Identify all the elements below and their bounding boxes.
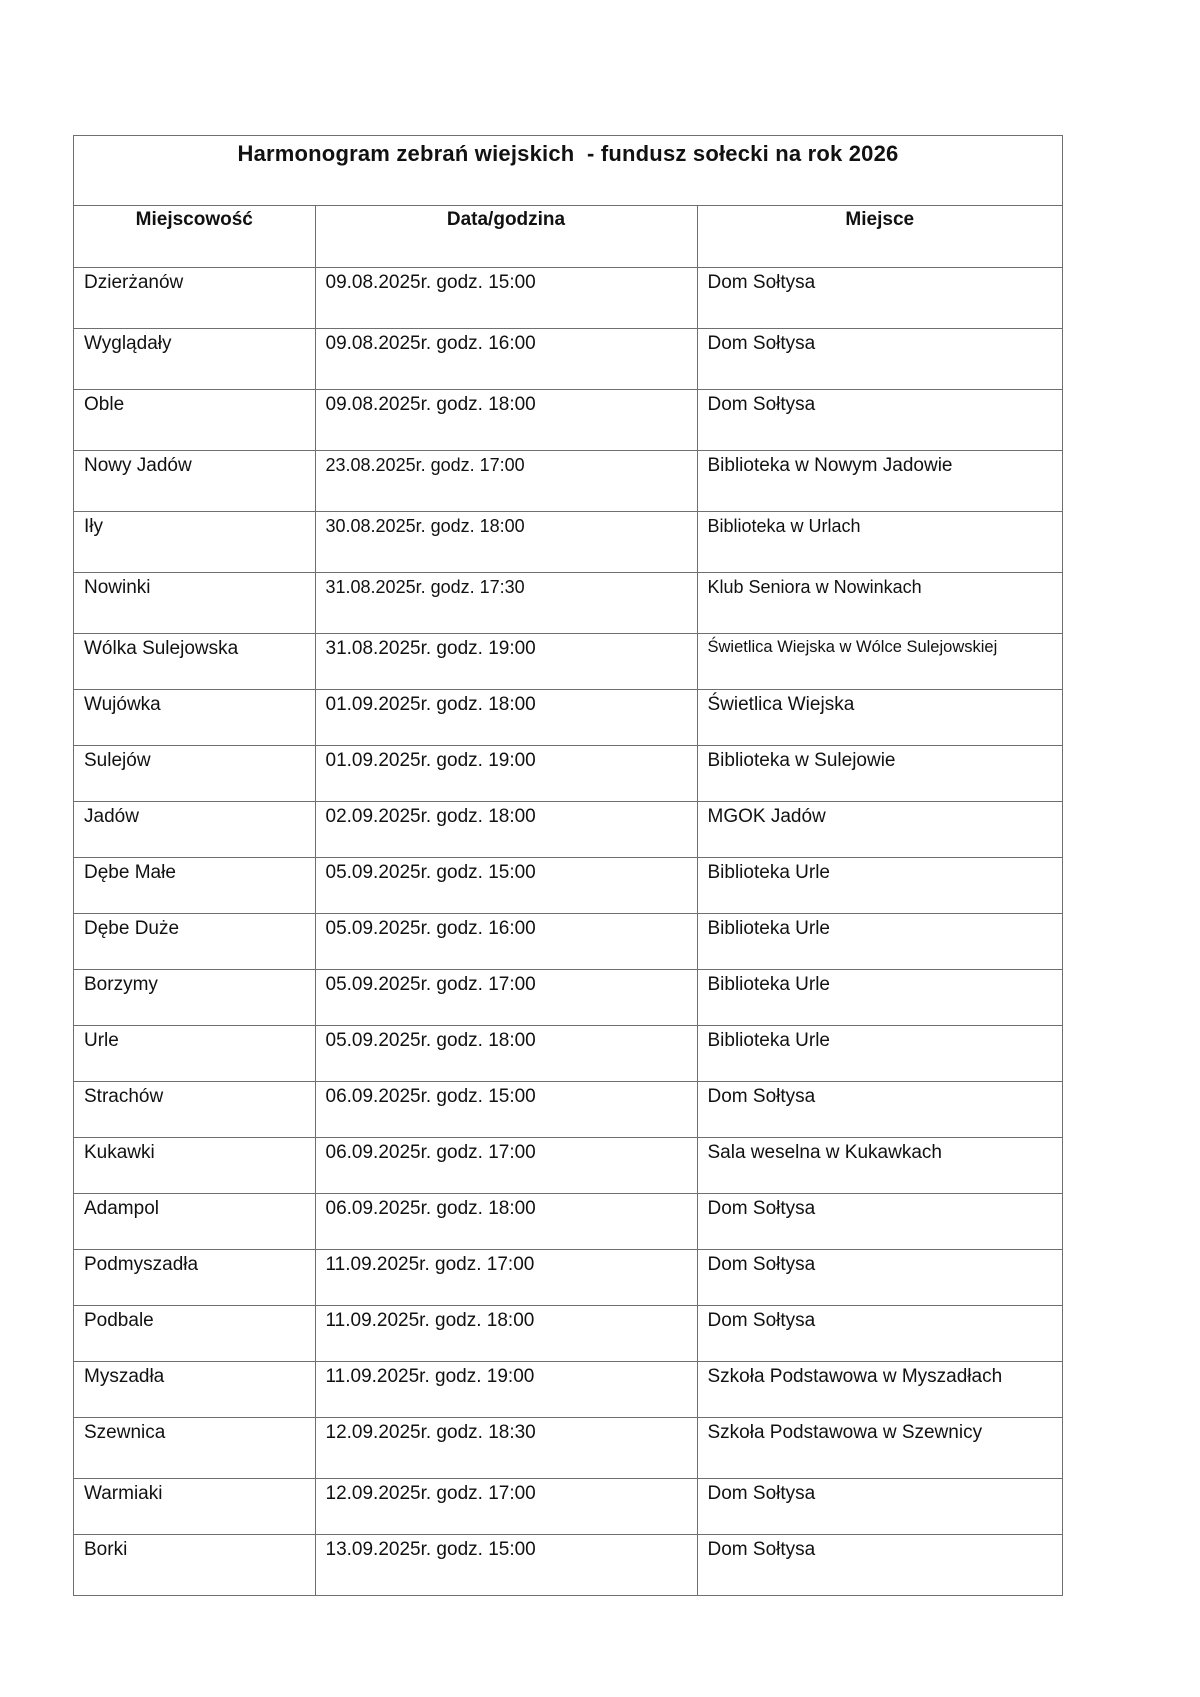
locality-cell: Borzymy bbox=[74, 969, 315, 1025]
place-cell: Biblioteka Urle bbox=[697, 1025, 1062, 1081]
title-cell bbox=[74, 136, 1062, 206]
datetime-cell: 13.09.2025r. godz. 15:00 bbox=[315, 1534, 697, 1595]
table-row bbox=[74, 1249, 1062, 1305]
table-row bbox=[74, 267, 1062, 328]
table-row bbox=[74, 857, 1062, 913]
place-cell: Dom Sołtysa bbox=[697, 1305, 1062, 1361]
datetime-cell: 09.08.2025r. godz. 15:00 bbox=[315, 267, 697, 328]
table-body bbox=[74, 267, 1062, 1595]
column-header-locality: Miejscowość bbox=[74, 206, 315, 267]
place-cell: Dom Sołtysa bbox=[697, 1478, 1062, 1534]
place-cell: Sala weselna w Kukawkach bbox=[697, 1137, 1062, 1193]
datetime-cell: 23.08.2025r. godz. 17:00 bbox=[315, 450, 697, 511]
table-row bbox=[74, 450, 1062, 511]
place-cell: Dom Sołtysa bbox=[697, 1193, 1062, 1249]
locality-cell: Adampol bbox=[74, 1193, 315, 1249]
table-row bbox=[74, 633, 1062, 689]
locality-cell: Kukawki bbox=[74, 1137, 315, 1193]
table-row bbox=[74, 572, 1062, 633]
datetime-cell: 01.09.2025r. godz. 19:00 bbox=[315, 745, 697, 801]
table-row bbox=[74, 913, 1062, 969]
datetime-cell: 11.09.2025r. godz. 17:00 bbox=[315, 1249, 697, 1305]
column-header-place: Miejsce bbox=[697, 206, 1062, 267]
datetime-cell: 09.08.2025r. godz. 16:00 bbox=[315, 328, 697, 389]
table-row bbox=[74, 1417, 1062, 1478]
locality-cell: Dębe Duże bbox=[74, 913, 315, 969]
place-cell: Dom Sołtysa bbox=[697, 328, 1062, 389]
table-row bbox=[74, 1534, 1062, 1595]
table-row bbox=[74, 389, 1062, 450]
table-row bbox=[74, 1478, 1062, 1534]
schedule-table bbox=[74, 206, 1062, 1595]
locality-cell: Warmiaki bbox=[74, 1478, 315, 1534]
place-cell: Dom Sołtysa bbox=[697, 1534, 1062, 1595]
place-cell: Biblioteka Urle bbox=[697, 969, 1062, 1025]
datetime-cell: 05.09.2025r. godz. 16:00 bbox=[315, 913, 697, 969]
table-row bbox=[74, 1081, 1062, 1137]
datetime-cell: 06.09.2025r. godz. 18:00 bbox=[315, 1193, 697, 1249]
locality-cell: Nowinki bbox=[74, 572, 315, 633]
place-cell: Szkoła Podstawowa w Szewnicy bbox=[697, 1417, 1062, 1478]
table-row bbox=[74, 1137, 1062, 1193]
datetime-cell: 02.09.2025r. godz. 18:00 bbox=[315, 801, 697, 857]
datetime-cell: 12.09.2025r. godz. 17:00 bbox=[315, 1478, 697, 1534]
table-row bbox=[74, 689, 1062, 745]
table-row bbox=[74, 745, 1062, 801]
locality-cell: Podbale bbox=[74, 1305, 315, 1361]
locality-cell: Dębe Małe bbox=[74, 857, 315, 913]
locality-cell: Nowy Jadów bbox=[74, 450, 315, 511]
locality-cell: Wyglądały bbox=[74, 328, 315, 389]
table-row bbox=[74, 969, 1062, 1025]
datetime-cell: 01.09.2025r. godz. 18:00 bbox=[315, 689, 697, 745]
locality-cell: Wólka Sulejowska bbox=[74, 633, 315, 689]
place-cell: Biblioteka Urle bbox=[697, 913, 1062, 969]
place-cell: Biblioteka w Urlach bbox=[697, 511, 1062, 572]
place-cell: Biblioteka w Nowym Jadowie bbox=[697, 450, 1062, 511]
header-row bbox=[74, 206, 1062, 267]
datetime-cell: 31.08.2025r. godz. 19:00 bbox=[315, 633, 697, 689]
locality-cell: Urle bbox=[74, 1025, 315, 1081]
place-cell: MGOK Jadów bbox=[697, 801, 1062, 857]
locality-cell: Oble bbox=[74, 389, 315, 450]
datetime-cell: 11.09.2025r. godz. 18:00 bbox=[315, 1305, 697, 1361]
place-cell: Świetlica Wiejska w Wólce Sulejowskiej bbox=[697, 633, 1062, 689]
locality-cell: Iły bbox=[74, 511, 315, 572]
document-title: Harmonogram zebrań wiejskich - fundusz sołecki na rok 2026 bbox=[237, 141, 899, 166]
place-cell: Biblioteka w Sulejowie bbox=[697, 745, 1062, 801]
place-cell: Świetlica Wiejska bbox=[697, 689, 1062, 745]
table-row bbox=[74, 1193, 1062, 1249]
datetime-cell: 31.08.2025r. godz. 17:30 bbox=[315, 572, 697, 633]
table-row bbox=[74, 328, 1062, 389]
table-row bbox=[74, 801, 1062, 857]
locality-cell: Strachów bbox=[74, 1081, 315, 1137]
table-row bbox=[74, 511, 1062, 572]
place-cell: Szkoła Podstawowa w Myszadłach bbox=[697, 1361, 1062, 1417]
place-cell: Dom Sołtysa bbox=[697, 267, 1062, 328]
place-cell: Biblioteka Urle bbox=[697, 857, 1062, 913]
locality-cell: Jadów bbox=[74, 801, 315, 857]
table-row bbox=[74, 1025, 1062, 1081]
locality-cell: Dzierżanów bbox=[74, 267, 315, 328]
place-cell: Dom Sołtysa bbox=[697, 389, 1062, 450]
place-cell: Dom Sołtysa bbox=[697, 1249, 1062, 1305]
table-row bbox=[74, 1305, 1062, 1361]
locality-cell: Sulejów bbox=[74, 745, 315, 801]
locality-cell: Borki bbox=[74, 1534, 315, 1595]
datetime-cell: 05.09.2025r. godz. 17:00 bbox=[315, 969, 697, 1025]
locality-cell: Podmyszadła bbox=[74, 1249, 315, 1305]
locality-cell: Myszadła bbox=[74, 1361, 315, 1417]
locality-cell: Wujówka bbox=[74, 689, 315, 745]
datetime-cell: 11.09.2025r. godz. 19:00 bbox=[315, 1361, 697, 1417]
datetime-cell: 05.09.2025r. godz. 18:00 bbox=[315, 1025, 697, 1081]
locality-cell: Szewnica bbox=[74, 1417, 315, 1478]
schedule-table-frame bbox=[73, 135, 1063, 1596]
place-cell: Dom Sołtysa bbox=[697, 1081, 1062, 1137]
datetime-cell: 09.08.2025r. godz. 18:00 bbox=[315, 389, 697, 450]
place-cell: Klub Seniora w Nowinkach bbox=[697, 572, 1062, 633]
column-header-datetime: Data/godzina bbox=[315, 206, 697, 267]
datetime-cell: 06.09.2025r. godz. 17:00 bbox=[315, 1137, 697, 1193]
datetime-cell: 05.09.2025r. godz. 15:00 bbox=[315, 857, 697, 913]
datetime-cell: 12.09.2025r. godz. 18:30 bbox=[315, 1417, 697, 1478]
datetime-cell: 30.08.2025r. godz. 18:00 bbox=[315, 511, 697, 572]
table-row bbox=[74, 1361, 1062, 1417]
datetime-cell: 06.09.2025r. godz. 15:00 bbox=[315, 1081, 697, 1137]
